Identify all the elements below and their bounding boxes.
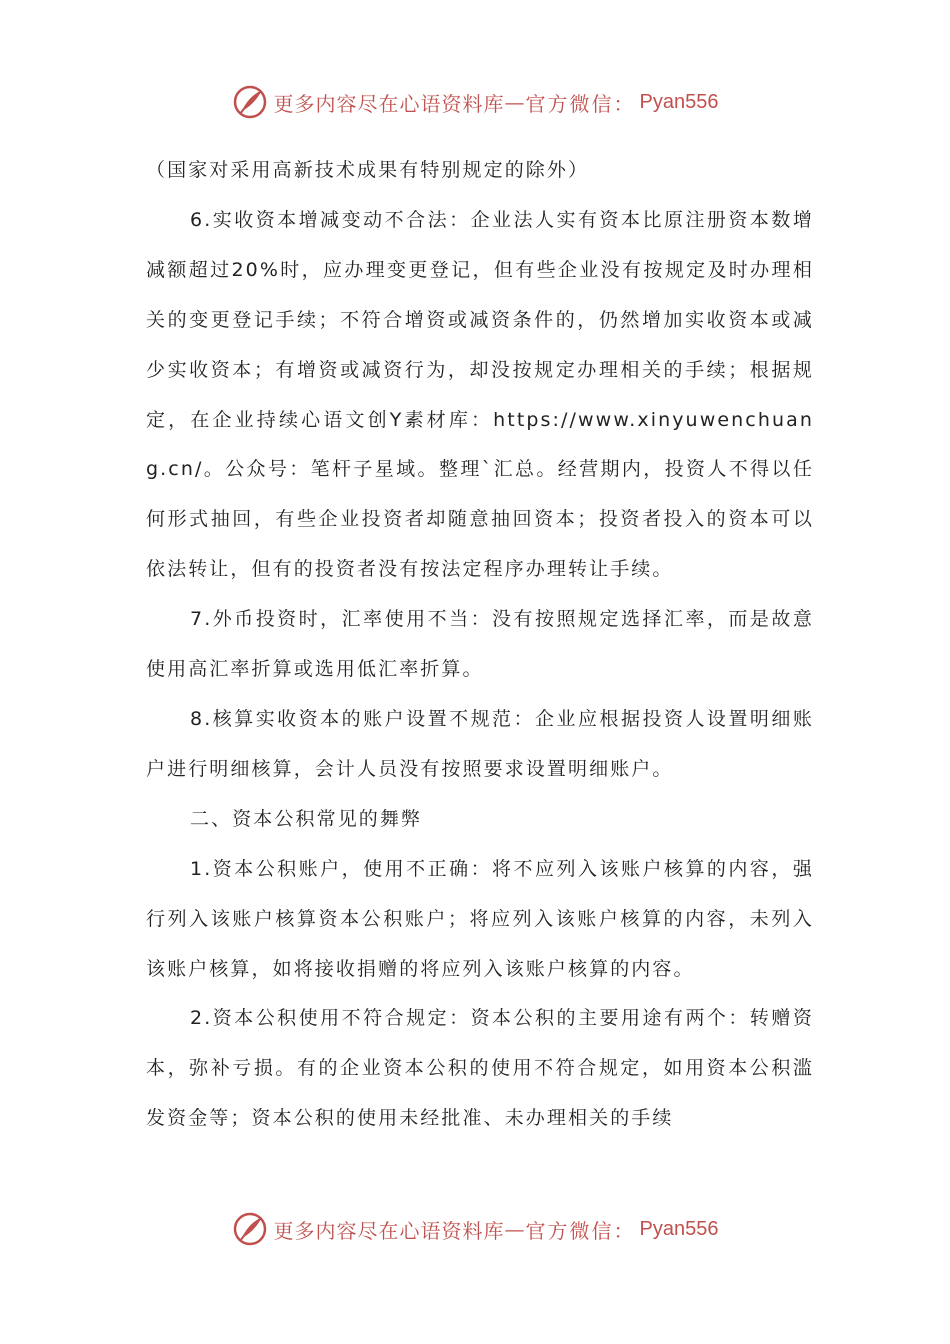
quill-logo-icon xyxy=(232,84,268,120)
paragraph: 6.实收资本增减变动不合法：企业法人实有资本比原注册资本数增减额超过20%时，应办理变更登记，但有些企业没有按规定及时办理相关的变更登记手续；不符合增资或减资条件的，仍然增加实收资本或减少实收资本；有增资或减资行为，却没按规定办理相关的手续；根据规定，在企业持续心语文创Y素材库：https://www.xinyuwenchuang.cn/。公众号：笔杆子星域。整理`汇总。经营期内，投资人不得以任何形式抽回，有些企业投资者却随意抽回资本；投资者投入的资本可以依法转让，但有的投资者没有按法定程序办理转让手续。 xyxy=(146,208,814,581)
banner-dash: — xyxy=(504,1217,526,1241)
paragraph: 1.资本公积账户，使用不正确：将不应列入该账户核算的内容，强行列入该账户核算资本公积账户；将应列入该账户核算的内容，未列入该账户核算，如将接收捐赠的将应列入该账户核算的内容。 xyxy=(146,857,814,980)
banner-wechat-id: Pyan556 xyxy=(639,1217,719,1240)
quill-logo-icon xyxy=(232,1211,268,1247)
banner-dash: — xyxy=(504,90,526,114)
section-heading: 二、资本公积常见的舞弊 xyxy=(190,807,423,830)
header-banner xyxy=(0,80,950,124)
banner-wechat-label: 官方微信： xyxy=(525,91,636,116)
document-body xyxy=(146,146,814,1144)
footer-banner xyxy=(0,1207,950,1251)
banner-text: 更多内容尽在心语资料库 xyxy=(273,1218,505,1243)
paragraph: 2.资本公积使用不符合规定：资本公积的主要用途有两个：转赠资本，弥补亏损。有的企业资本公积的使用不符合规定，如用资本公积滥发资金等；资本公积的使用未经批准、未办理相关的手续 xyxy=(146,1007,814,1130)
paragraph: 7.外币投资时，汇率使用不当：没有按照规定选择汇率，而是故意使用高汇率折算或选用低汇率折算。 xyxy=(146,608,814,681)
paragraph: 8.核算实收资本的账户设置不规范：企业应根据投资人设置明细账户进行明细核算，会计人员没有按照要求设置明细账户。 xyxy=(146,707,814,780)
banner-text: 更多内容尽在心语资料库 xyxy=(273,91,505,116)
banner-wechat-label: 官方微信： xyxy=(525,1218,636,1243)
banner-wechat-id: Pyan556 xyxy=(639,90,719,113)
paragraph: （国家对采用高新技术成果有特别规定的除外） xyxy=(146,159,590,181)
